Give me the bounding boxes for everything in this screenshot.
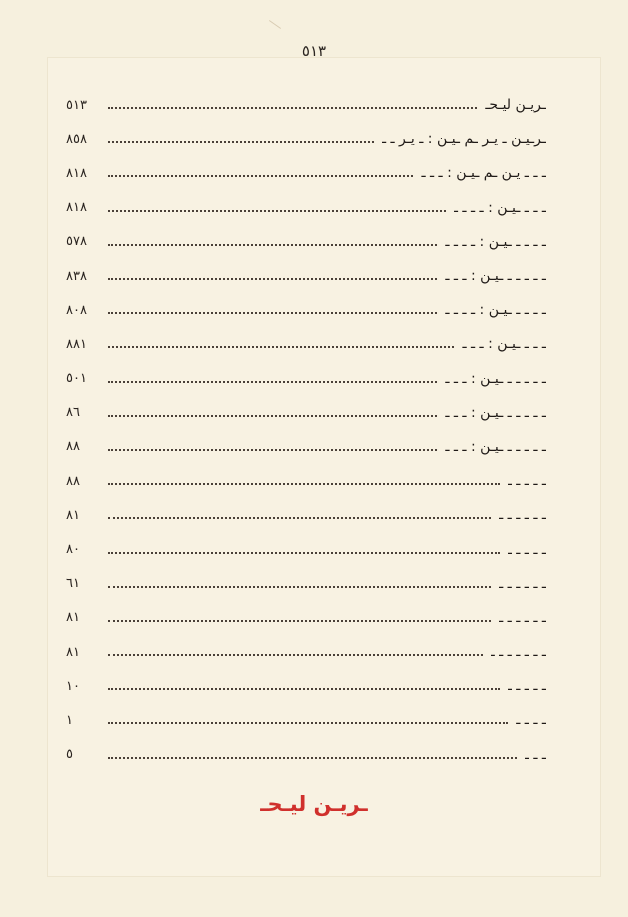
toc-page: ٨١٨ <box>66 165 87 181</box>
toc-title: ـ ـ ـ يـن ـم ـيـن : ـ ـ ـ <box>421 165 546 182</box>
toc-page: ١ <box>66 712 73 728</box>
toc-title: ـرـيـن ـ يـر ـم ـيـن : ـ يـر ـ ـ <box>381 131 546 148</box>
toc-page: ٥ <box>66 747 73 763</box>
toc-title: ـريـن ليـحـ <box>485 97 546 114</box>
toc-title: ـ ـ ـ ـ ـ ـ <box>499 609 546 626</box>
toc-title: ـ ـ ـ <box>524 746 546 763</box>
toc-page: ٨١ <box>66 610 80 626</box>
dot-leader <box>108 449 437 451</box>
toc-page: ٨٨١ <box>66 336 87 352</box>
section-heading: ـريـن ليـحـ <box>260 792 368 816</box>
dot-leader <box>108 107 477 109</box>
dot-leader <box>108 175 413 177</box>
toc-page: ٨٣٨ <box>66 268 87 284</box>
toc-row <box>66 601 546 635</box>
toc-title: ـ ـ ـ ـ ـ ـيـن : ـ ـ ـ <box>445 438 546 455</box>
table-of-contents <box>66 88 546 772</box>
toc-title: ـ ـ ـ ـ ـ <box>507 541 546 558</box>
toc-row <box>66 669 546 703</box>
toc-page: ٨٨ <box>66 473 80 489</box>
dot-leader <box>108 381 437 383</box>
toc-row <box>66 430 546 464</box>
toc-title: ـ ـ ـ ـ ـ ـيـن : ـ ـ ـ <box>445 370 546 387</box>
dot-leader <box>108 312 437 314</box>
toc-title: ـ ـ ـ ـ ـ <box>507 473 546 490</box>
toc-page: ٨٠ <box>66 542 80 558</box>
toc-row <box>66 532 546 566</box>
toc-page: ٨١ <box>66 507 80 523</box>
dot-leader <box>108 654 483 656</box>
toc-row <box>66 327 546 361</box>
toc-page: ٥٠١ <box>66 371 87 387</box>
toc-page: ٨٠٨ <box>66 302 87 318</box>
toc-title: ـ ـ ـ ـيـن : ـ ـ ـ ـ <box>453 199 546 216</box>
toc-title: ـ ـ ـ ـيـن : ـ ـ ـ <box>462 336 546 353</box>
toc-row <box>66 567 546 601</box>
dot-leader <box>108 552 500 554</box>
toc-row <box>66 738 546 772</box>
toc-row <box>66 259 546 293</box>
dot-leader <box>108 278 437 280</box>
toc-page: ٥١٣ <box>66 97 87 113</box>
toc-page: ٨١ <box>66 644 80 660</box>
toc-title: ـ ـ ـ ـ <box>516 712 546 729</box>
toc-title: ـ ـ ـ ـ ـيـن : ـ ـ ـ ـ <box>445 302 546 319</box>
dot-leader <box>108 483 500 485</box>
toc-page: ٨٨ <box>66 439 80 455</box>
dot-leader <box>108 415 437 417</box>
toc-row <box>66 464 546 498</box>
toc-page: ٦١ <box>66 576 80 592</box>
page-number: ٥١٣ <box>301 42 327 60</box>
toc-row <box>66 156 546 190</box>
toc-row <box>66 396 546 430</box>
toc-page: ٥٧٨ <box>66 234 87 250</box>
dot-leader <box>108 757 517 759</box>
toc-page: ٨١٨ <box>66 200 87 216</box>
toc-page: ١٠ <box>66 678 80 694</box>
toc-row <box>66 498 546 532</box>
toc-title: ـ ـ ـ ـ ـيـن : ـ ـ ـ ـ <box>445 233 546 250</box>
toc-row <box>66 635 546 669</box>
dot-leader <box>108 620 491 622</box>
toc-row <box>66 122 546 156</box>
dot-leader <box>108 210 446 212</box>
toc-title: ـ ـ ـ ـ ـ ـ <box>499 507 546 524</box>
dot-leader <box>108 688 500 690</box>
paper-mark <box>269 20 281 29</box>
toc-row <box>66 225 546 259</box>
dot-leader <box>108 722 508 724</box>
toc-row <box>66 191 546 225</box>
toc-title: ـ ـ ـ ـ ـ <box>507 678 546 695</box>
dot-leader <box>108 346 454 348</box>
toc-title: ـ ـ ـ ـ ـ ـ <box>499 575 546 592</box>
toc-title: ـ ـ ـ ـ ـ ـ ـ <box>490 644 546 661</box>
toc-title: ـ ـ ـ ـ ـ ـيـن : ـ ـ ـ <box>445 404 546 421</box>
toc-row <box>66 88 546 122</box>
toc-title: ـ ـ ـ ـ ـ ـيـن : ـ ـ ـ <box>445 268 546 285</box>
toc-page: ٨٦ <box>66 405 80 421</box>
toc-row <box>66 703 546 737</box>
dot-leader <box>108 141 374 143</box>
toc-row <box>66 362 546 396</box>
toc-page: ٨٥٨ <box>66 131 87 147</box>
dot-leader <box>108 244 437 246</box>
dot-leader <box>108 586 491 588</box>
toc-row <box>66 293 546 327</box>
dot-leader <box>108 517 491 519</box>
